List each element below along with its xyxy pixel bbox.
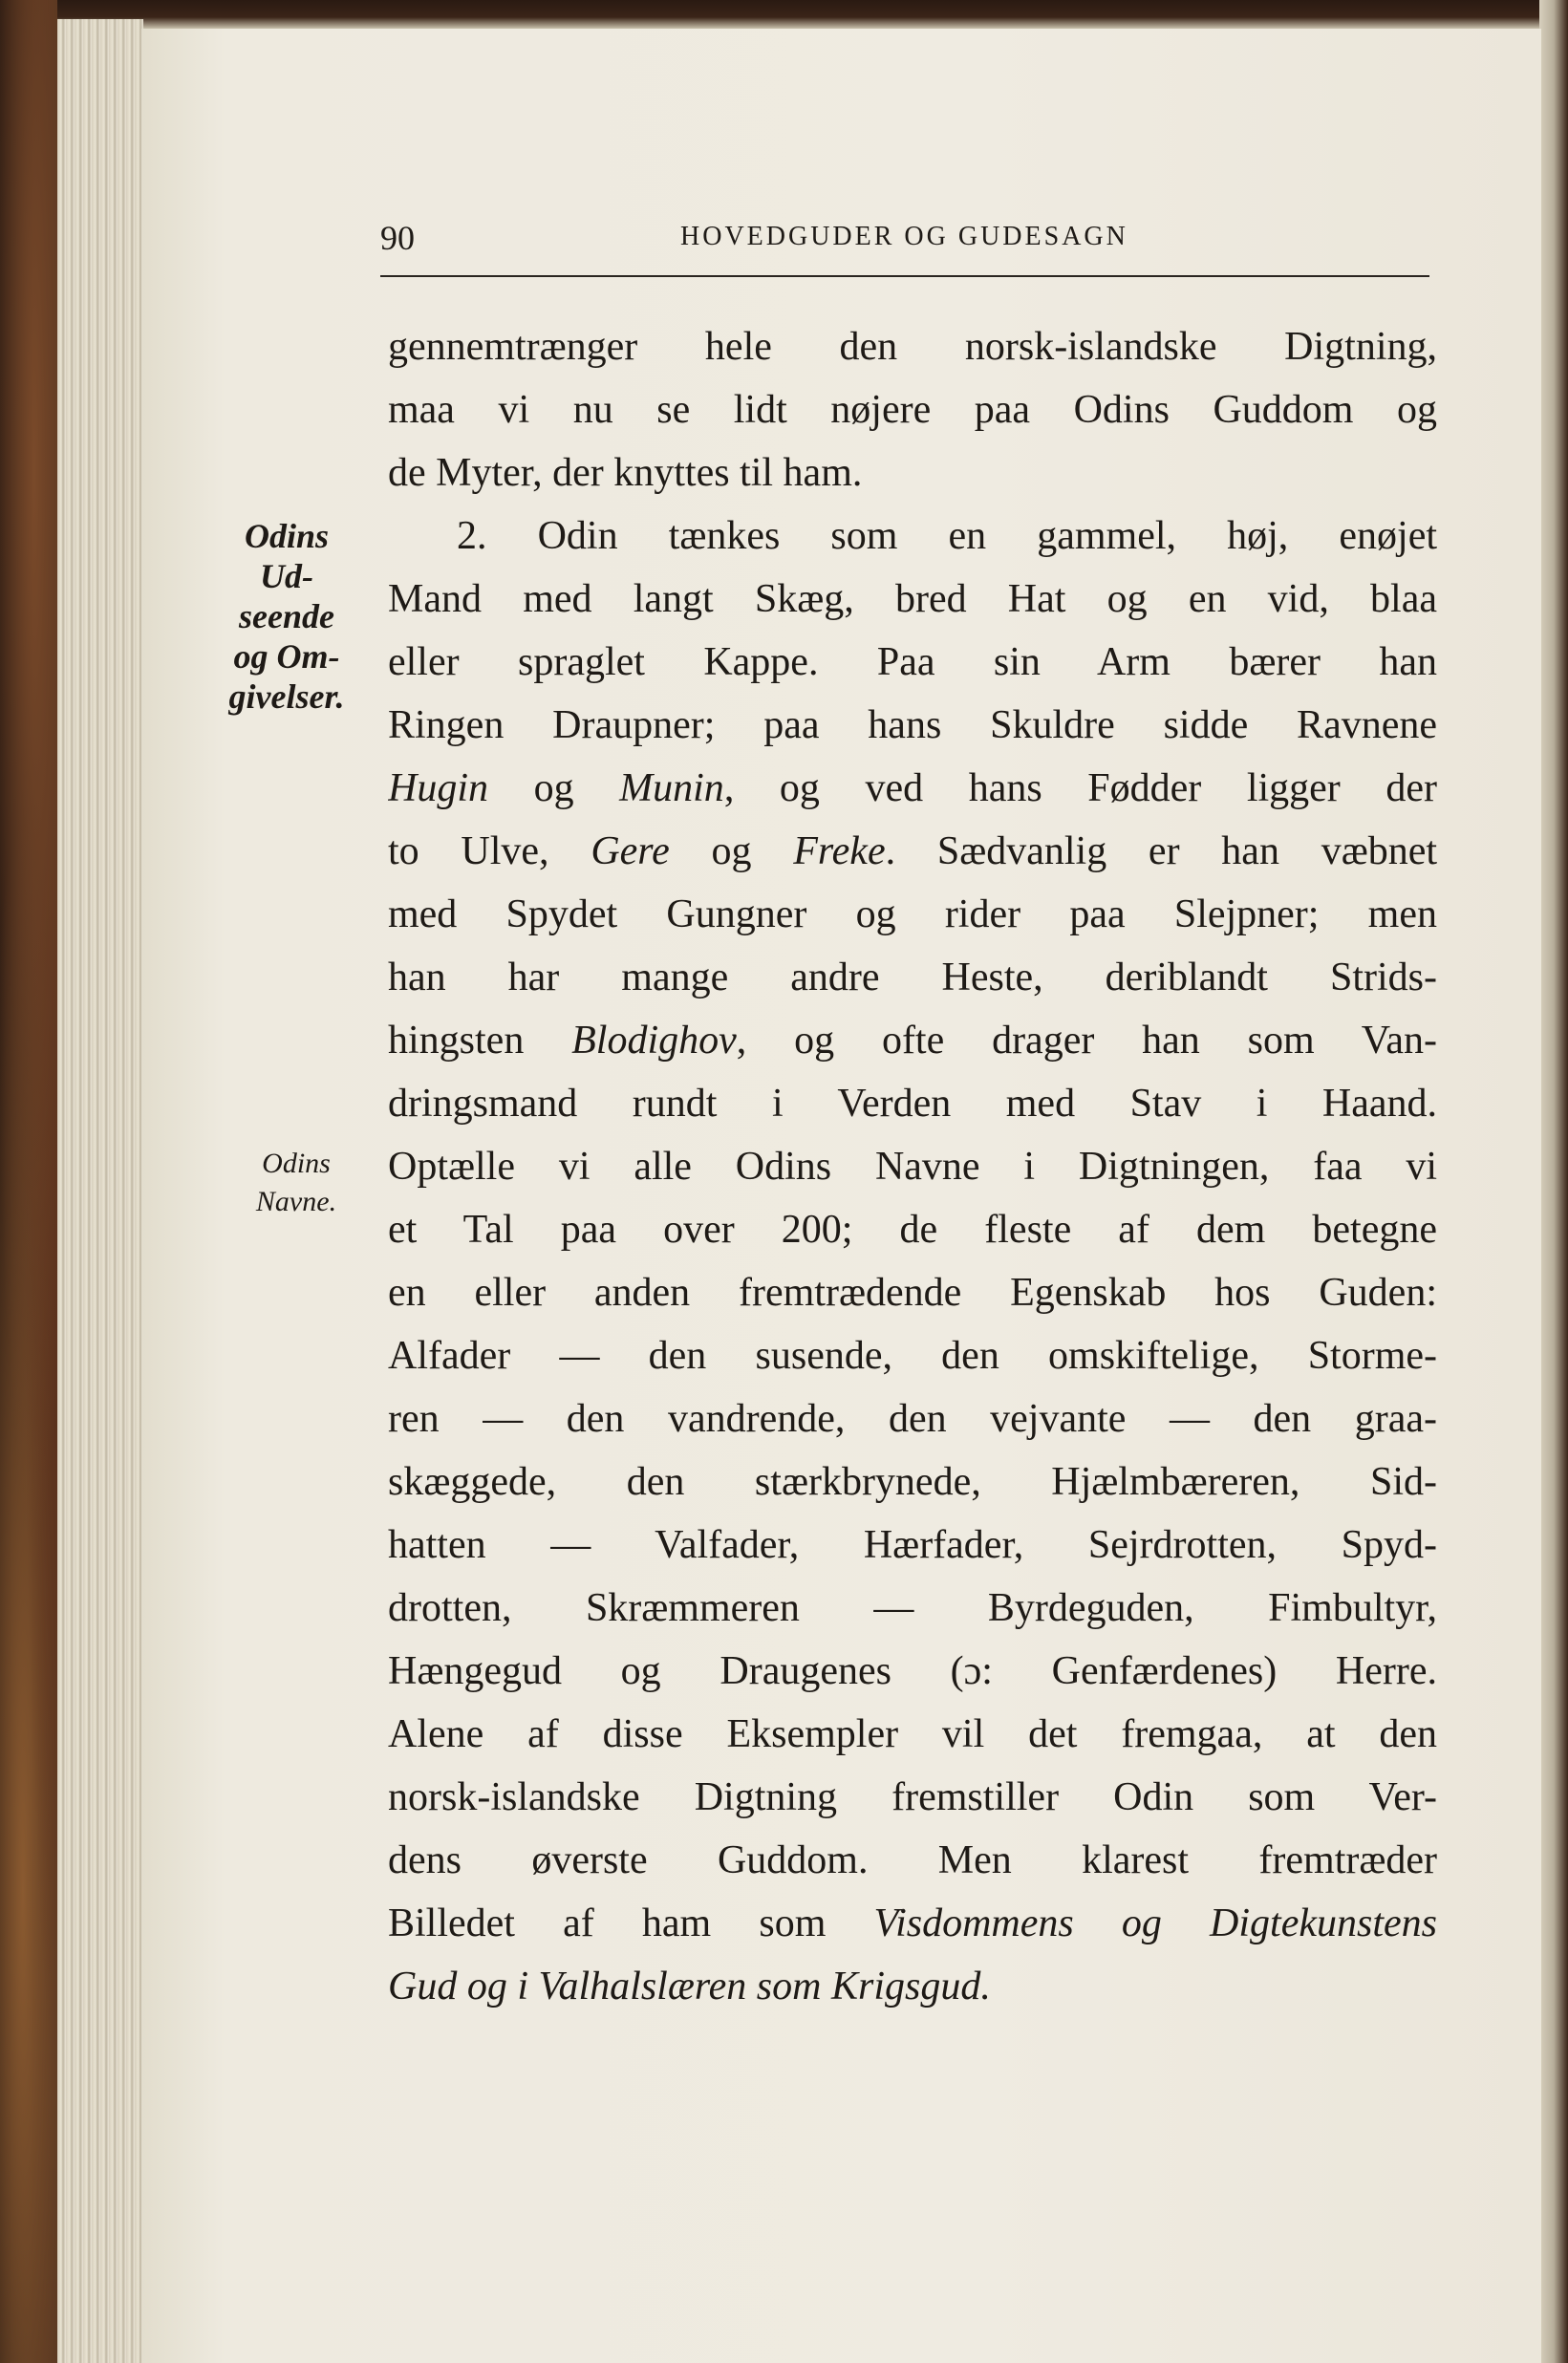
italic-text: Blodighov [571, 1019, 737, 1063]
text-line [388, 1135, 1437, 1198]
italic-text: Munin [619, 766, 724, 810]
margin-note-appearance [191, 516, 382, 717]
text-line [388, 1261, 1437, 1324]
text-line [388, 1450, 1437, 1514]
text-segment: Alene af disse Eksempler vil det fremgaa, at den [388, 1712, 1437, 1756]
margin-note-line: Odins [244, 517, 330, 555]
text-segment: og [669, 829, 794, 873]
margin-note-line: Ud- [260, 557, 313, 595]
text-line [388, 820, 1437, 883]
text-segment: og [488, 766, 620, 810]
text-line [388, 1387, 1437, 1450]
text-line [388, 315, 1437, 378]
text-line [388, 1198, 1437, 1261]
margin-note-line: og Om- [233, 637, 340, 676]
text-segment: 2. Odin tænkes som en gammel, høj, enøjet [457, 514, 1437, 558]
text-line [388, 1324, 1437, 1387]
running-title: HOVEDGUDER OG GUDESAGN [680, 222, 1128, 251]
italic-text: Gere [591, 829, 670, 873]
text-segment: skæggede, den stærkbrynede, Hjælmbæreren, Sid- [388, 1460, 1437, 1504]
italic-text: Freke [793, 829, 886, 873]
text-line [388, 1766, 1437, 1829]
text-line [388, 505, 1437, 568]
text-segment: hatten — Valfader, Hærfader, Sejrdrotten, Spyd- [388, 1523, 1437, 1567]
margin-note-line: Odins [262, 1148, 331, 1179]
text-segment: Billedet af ham som [388, 1901, 874, 1945]
page-edges [57, 19, 143, 2363]
text-line [388, 757, 1437, 820]
text-segment: , og ofte drager han som Van- [736, 1019, 1437, 1063]
text-line [388, 441, 1437, 505]
text-line [388, 568, 1437, 631]
margin-note-line: givelser. [228, 677, 345, 716]
text-segment: ren — den vandrende, den vejvante — den graa- [388, 1397, 1437, 1441]
text-line [388, 1892, 1437, 1955]
margin-note-line: seende [239, 597, 334, 635]
text-line [388, 1072, 1437, 1135]
text-segment: , og ved hans Fødder ligger der [723, 766, 1437, 810]
text-line [388, 1577, 1437, 1640]
text-segment: en eller anden fremtrædende Egenskab hos Guden: [388, 1271, 1437, 1315]
text-segment: Mand med langt Skæg, bred Hat og en vid, blaa [388, 577, 1437, 621]
margin-note-line: Navne. [255, 1186, 337, 1217]
page-number: 90 [380, 219, 415, 257]
text-line [388, 378, 1437, 441]
text-segment: Alfader — den susende, den omskiftelige, Storme- [388, 1334, 1437, 1378]
text-segment: et Tal paa over 200; de fleste af dem betegne [388, 1208, 1437, 1252]
text-segment: gennemtrænger hele den norsk-islandske Digtning, [388, 325, 1437, 369]
text-line [388, 883, 1437, 946]
text-segment: med Spydet Gungner og rider paa Slejpner; men [388, 892, 1437, 936]
text-segment: han har mange andre Heste, deriblandt Strids- [388, 956, 1437, 999]
text-line [388, 1703, 1437, 1766]
text-line [388, 946, 1437, 1009]
italic-text: Hugin [388, 766, 488, 810]
text-segment: to Ulve, [388, 829, 591, 873]
italic-text: Visdommens og Digtekunstens [873, 1901, 1437, 1945]
text-line [388, 1829, 1437, 1892]
text-line [388, 631, 1437, 694]
margin-note-names [220, 1145, 373, 1221]
text-line [388, 694, 1437, 757]
book-top-edge [57, 0, 1568, 29]
text-segment: de Myter, der knyttes til ham. [388, 451, 863, 495]
text-segment: dringsmand rundt i Verden med Stav i Haand. [388, 1082, 1437, 1126]
text-line [388, 1009, 1437, 1072]
text-line [388, 1514, 1437, 1577]
book-right-edge [1539, 0, 1568, 2363]
text-line [388, 1640, 1437, 1703]
text-segment: hingsten [388, 1019, 572, 1063]
text-segment: eller spraglet Kappe. Paa sin Arm bærer han [388, 640, 1437, 684]
text-segment: . Sædvanlig er han væbnet [885, 829, 1437, 873]
text-segment: drotten, Skræmmeren — Byrdeguden, Fimbultyr, [388, 1586, 1437, 1630]
italic-text: Gud og i Valhalslæren som Krigsgud. [388, 1965, 991, 2009]
text-line [388, 1955, 1437, 2018]
body-text [388, 315, 1437, 2018]
text-segment: maa vi nu se lidt nøjere paa Odins Guddom og [388, 388, 1437, 432]
text-segment: Optælle vi alle Odins Navne i Digtningen, faa vi [388, 1145, 1437, 1189]
text-segment: norsk-islandske Digtning fremstiller Odin som Ver- [388, 1775, 1437, 1819]
running-head [380, 218, 1429, 277]
text-segment: Ringen Draupner; paa hans Skuldre sidde Ravnene [388, 703, 1437, 747]
text-segment: dens øverste Guddom. Men klarest fremtræder [388, 1838, 1437, 1882]
text-segment: Hængegud og Draugenes (ɔ: Genfærdenes) Herre. [388, 1649, 1437, 1693]
